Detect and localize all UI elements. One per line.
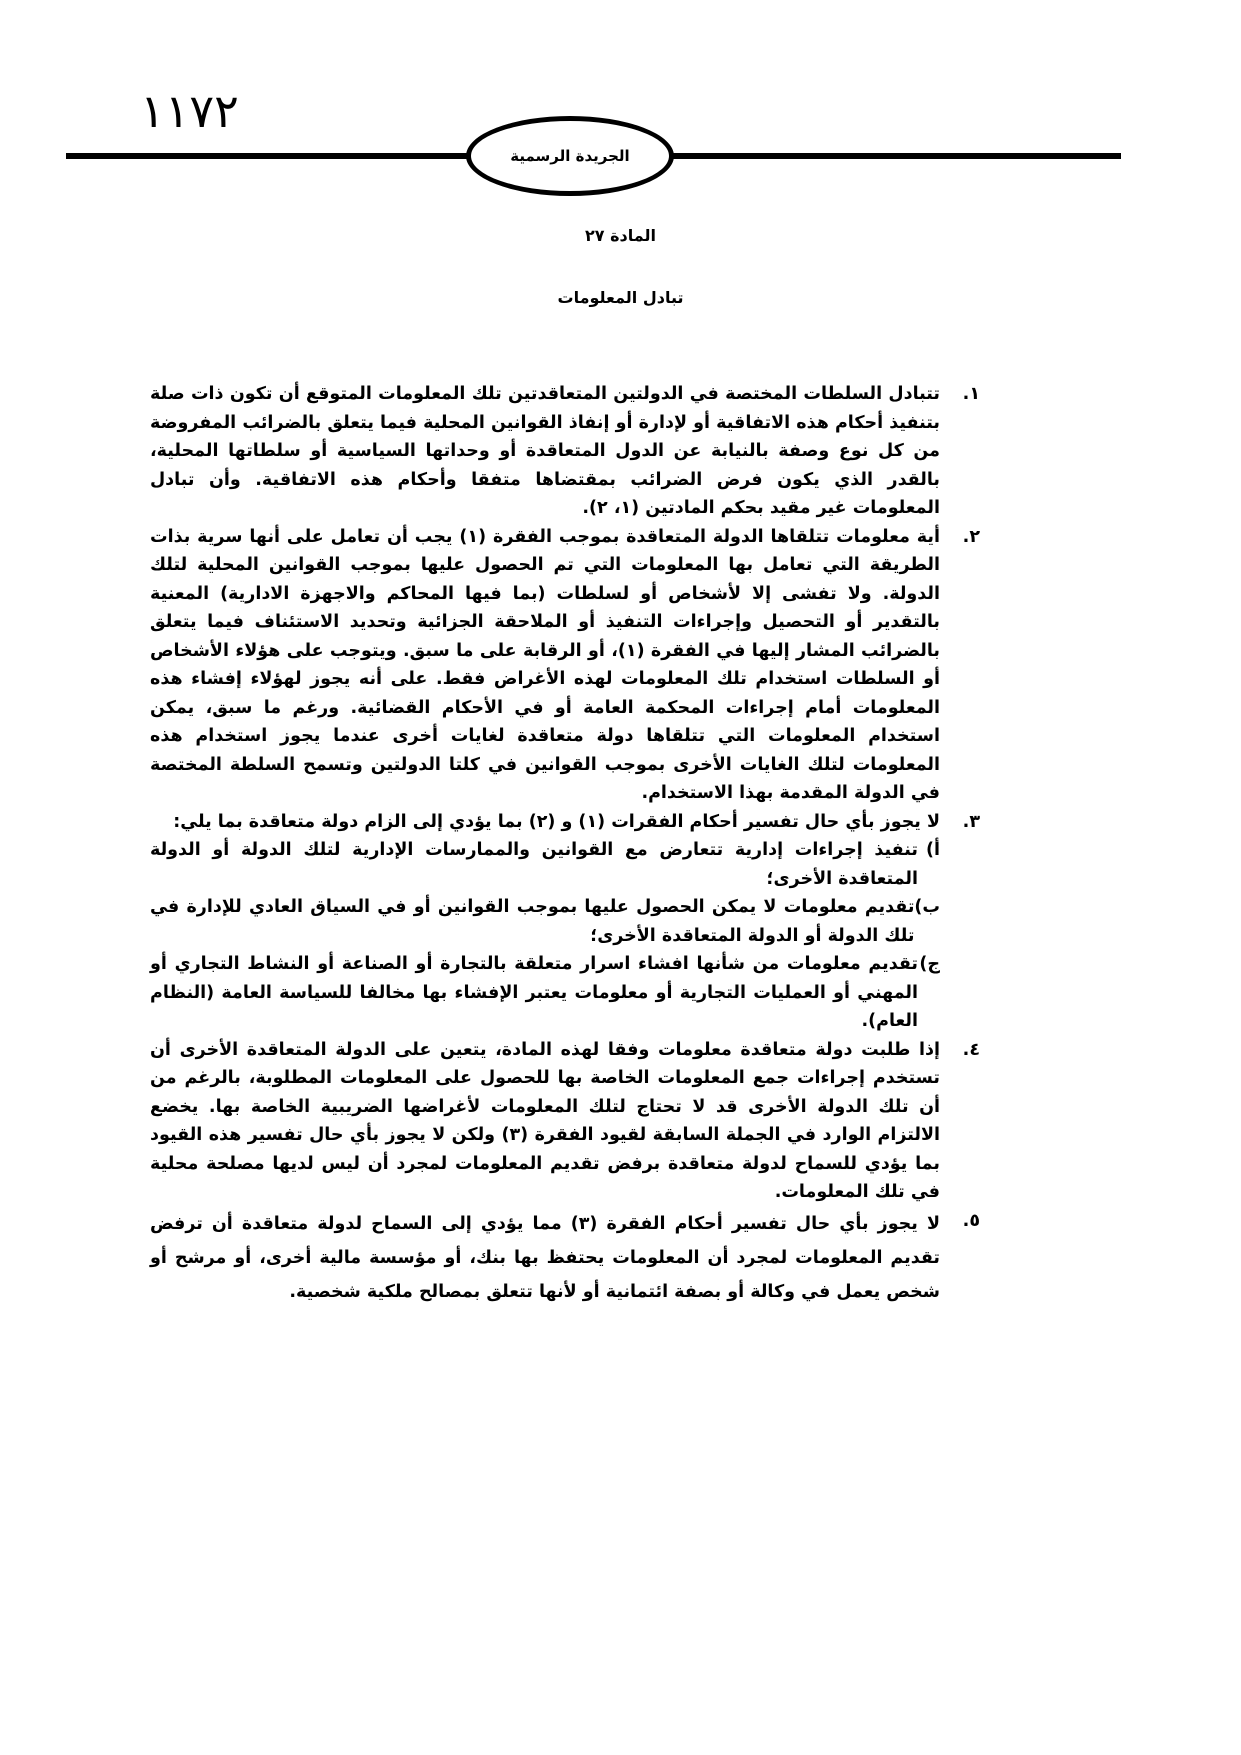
subitem-text: تقديم معلومات من شأنها افشاء اسرار متعلقة بالتجارة أو الصناعة أو النشاط التجاري أو المهني أو العمليات التجارية أو معلومات يعتبر الإفشاء بها مخالفا للسياسة العامة (النظام العام). <box>150 954 918 1031</box>
paragraph-1 <box>150 380 980 523</box>
paragraph-number: ٣. <box>962 811 980 832</box>
paragraph-number: ٢. <box>962 526 980 547</box>
paragraph-text: تتبادل السلطات المختصة في الدولتين المتعاقدتين تلك المعلومات المتوقع أن تكون ذات صلة بتنفيذ أحكام هذه الاتفاقية أو لإدارة أو إنفاذ القوانين المحلية فيما يتعلق بالضرائب المفروضة من كل نوع وصفة بالنيابة عن الدول المتعاقدة أو وحداتها السياسية أو سلطاتها المحلية، بالقدر الذي يكون فرض الضرائب بمقتضاها متفقا وأحكام هذه الاتفاقية. وأن تبادل المعلومات غير مقيد بحكم المادتين (١، ٢). <box>150 384 940 518</box>
subitem-c <box>150 950 940 1036</box>
paragraph-text: لا يجوز بأي حال تفسير أحكام الفقرة (٣) مما يؤدي إلى السماح لدولة متعاقدة أن ترفض تقديم المعلومات لمجرد أن المعلومات يحتفظ بها بنك، أو مؤسسة مالية أخرى، أو مرشح أو شخص يعمل في وكالة أو بصفة ائتمانية أو لأنها تتعلق بمصالح ملكية شخصية. <box>150 1213 940 1302</box>
subitem-text: تقديم معلومات لا يمكن الحصول عليها بموجب القوانين أو في السياق العادي للإدارة في تلك الدولة أو الدولة المتعاقدة الأخرى؛ <box>150 897 915 946</box>
paragraph-text: إذا طلبت دولة متعاقدة معلومات وفقا لهذه المادة، يتعين على الدولة المتعاقدة الأخرى أن تستخدم إجراءات جمع المعلومات الخاصة بها للحصول على المعلومات المطلوبة، بالرغم من أن تلك الدولة الأخرى قد لا تحتاج لتلك المعلومات لأغراضها الضريبية الخاصة بها. يخضع الالتزام الوارد في الجملة السابقة لقيود الفقرة (٣) ولكن لا يجوز بأي حال تفسير هذه القيود بما يؤدي للسماح لدولة متعاقدة برفض تقديم المعلومات لمجرد أن ليس لديها مصلحة محلية في تلك المعلومات. <box>150 1039 940 1202</box>
paragraph-text: لا يجوز بأي حال تفسير أحكام الفقرات (١) و (٢) بما يؤدي إلى الزام دولة متعاقدة بما يلي: <box>173 811 940 832</box>
subitem-label: أ) <box>926 840 940 860</box>
paragraph-5 <box>150 1207 980 1309</box>
paragraph-2 <box>150 523 980 808</box>
article-number: المادة ٢٧ <box>585 226 656 245</box>
paragraph-number: ٤. <box>962 1039 980 1060</box>
subitem-a <box>150 836 940 893</box>
article-title: تبادل المعلومات <box>557 288 684 307</box>
paragraph-number: ٥. <box>962 1210 980 1231</box>
masthead-oval <box>466 116 674 196</box>
subitem-b <box>150 893 940 950</box>
paragraph-number: ١. <box>962 384 980 404</box>
page-number: ١١٧٢ <box>140 84 239 138</box>
subitem-label: ب) <box>914 897 940 917</box>
paragraph-text: أية معلومات تتلقاها الدولة المتعاقدة بموجب الفقرة (١) يجب أن تعامل على أنها سرية بذات الطريقة التي تعامل بها المعلومات التي تم الحصول عليها بموجب القوانين المحلية لتلك الدولة. ولا تفشى إلا لأشخاص أو لسلطات (بما فيها المحاكم والاجهزة الادارية) المعنية بالتقدير أو التحصيل وإجراءات التنفيذ أو الملاحقة الجزائية وتحديد الاستئناف فيما يتعلق بالضرائب المشار إليها في الفقرة (١)، أو الرقابة على ما سبق. ويتوجب على هؤلاء الأشخاص أو السلطات استخدام تلك المعلومات لهذه الأغراض فقط. على أنه يجوز لهؤلاء إفشاء هذه المعلومات أمام إجراءات المحكمة العامة أو في الأحكام القضائية. ورغم ما سبق، يمكن استخدام المعلومات التي تتلقاها دولة متعاقدة لغايات أخرى عندما يجوز استخدام هذه المعلومات لتلك الغايات الأخرى بموجب القوانين في كلتا الدولتين وتسمح السلطة المختصة في الدولة المقدمة بهذا الاستخدام. <box>150 526 940 803</box>
paragraph-3 <box>150 808 980 837</box>
paragraph-4 <box>150 1036 980 1207</box>
article-body <box>150 380 980 1309</box>
subitem-text: تنفيذ إجراءات إدارية تتعارض مع القوانين والممارسات الإدارية لتلك الدولة أو الدولة المتعاقدة الأخرى؛ <box>150 840 918 889</box>
masthead-title: الجريدة الرسمية <box>510 147 630 165</box>
subitem-label: ج) <box>919 954 940 974</box>
